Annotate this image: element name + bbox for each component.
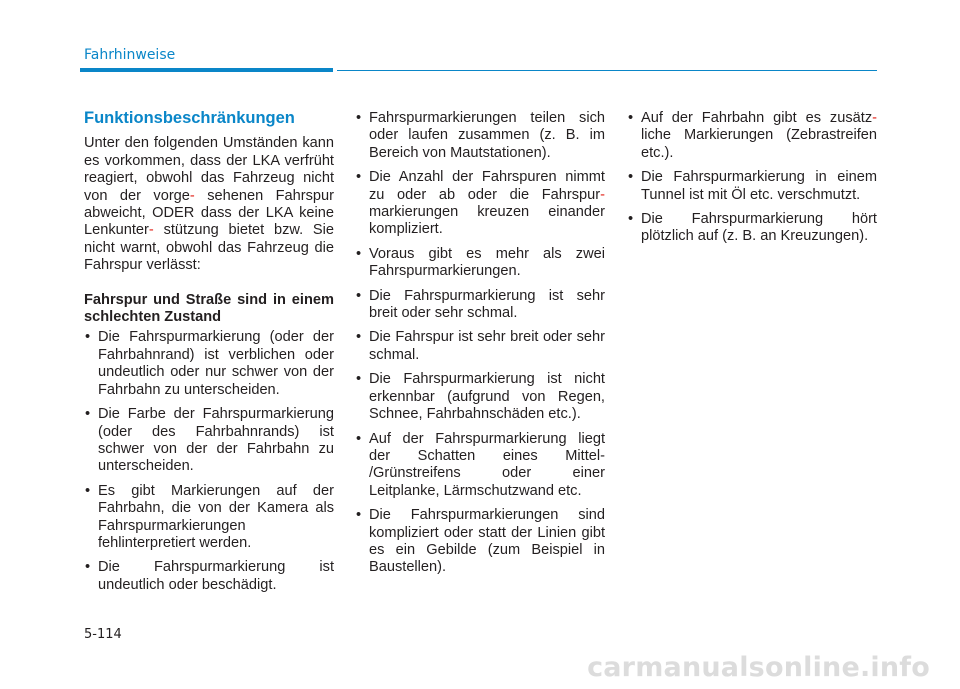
list-item: • Die Anzahl der Fahrspuren nimmt zu oder ab oder die Fahrspur- markierungen kreuzen einander kompliziert. xyxy=(355,169,605,239)
page-number: 5-114 xyxy=(84,627,122,642)
list-item: • Die Fahrspurmarkierungen sind kompliziert oder statt der Linien gibt es ein Gebilde (zum Beispiel in Baustellen). xyxy=(355,507,605,577)
list-item: • Auf der Fahrbahn gibt es zusätz- liche Markierungen (Zebrastreifen etc.). xyxy=(627,110,877,162)
list-item: • Fahrspurmarkierungen teilen sich oder laufen zusammen (z. B. im Bereich von Mautstationen). xyxy=(355,110,605,162)
text-column-2 xyxy=(355,110,605,577)
header-rule-thin xyxy=(337,70,877,71)
watermark: carmanualsonline.info xyxy=(587,652,930,683)
list-item: • Die Fahrspurmarkierung hört plötzlich auf (z. B. an Kreuzungen). xyxy=(627,211,877,246)
section-heading: Funktionsbeschränkungen xyxy=(84,109,295,127)
list-item: • Voraus gibt es mehr als zwei Fahrspurmarkierungen. xyxy=(355,246,605,281)
list-item: • Die Fahrspurmarkierung in einem Tunnel ist mit Öl etc. verschmutzt. xyxy=(627,169,877,204)
subheading: Fahrspur und Straße sind in einem schlechten Zustand xyxy=(84,291,334,326)
list-item: • Es gibt Markierungen auf der Fahrbahn, die von der Kamera als Fahrspurmarkierungen fehlinterpretiert werden. xyxy=(84,483,334,553)
list-item: • Auf der Fahrspurmarkierung liegt der Schatten eines Mittel- /Grünstreifens oder einer Leitplanke, Lärmschutzwand etc. xyxy=(355,431,605,501)
section-label: Fahrhinweise xyxy=(84,47,176,63)
list-item: • Die Fahrspurmarkierung (oder der Fahrbahnrand) ist verblichen oder undeutlich oder nur schwer von der Fahrbahn zu unterscheiden. xyxy=(84,329,334,399)
intro-paragraph: Unter den folgenden Umständen kann es vorkommen, dass der LKA verfrüht reagiert, obwohl das Fahrzeug nicht von der vorge- sehenen Fahrspur abweicht, ODER dass der LKA keine Lenkunter- stützung bietet bzw. Sie nicht warnt, obwohl das Fahrzeug die Fahrspur verlässt: xyxy=(84,135,334,274)
bullet-list xyxy=(355,110,605,577)
list-item: • Die Fahrspur ist sehr breit oder sehr schmal. xyxy=(355,329,605,364)
list-item: • Die Fahrspurmarkierung ist sehr breit oder sehr schmal. xyxy=(355,288,605,323)
text-column-3 xyxy=(627,110,877,246)
bullet-list xyxy=(627,110,877,246)
list-item: • Die Fahrspurmarkierung ist nicht erkennbar (aufgrund von Regen, Schnee, Fahrbahnschäden etc.). xyxy=(355,371,605,423)
bullet-list xyxy=(84,329,334,594)
text-column-1 xyxy=(84,110,334,594)
list-item: • Die Fahrspurmarkierung ist undeutlich oder beschädigt. xyxy=(84,559,334,594)
list-item: • Die Farbe der Fahrspurmarkierung (oder des Fahrbahnrands) ist schwer von der der Fahrbahn zu unterscheiden. xyxy=(84,406,334,476)
header-rule-thick xyxy=(80,68,333,72)
